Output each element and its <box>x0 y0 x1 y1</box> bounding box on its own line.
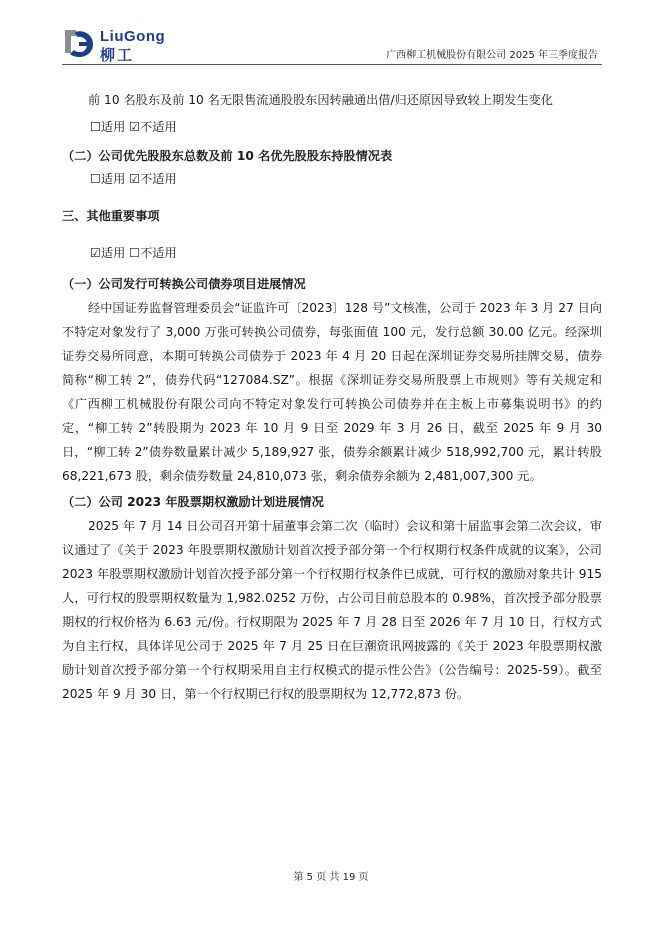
section-heading-preferred-shareholders: （二）公司优先股股东总数及前 10 名优先股股东持股情况表 <box>62 149 393 163</box>
applicability-option-1: ☐适用 ☑不适用 <box>90 120 177 134</box>
section-heading-stock-options: （二）公司 2023 年股票期权激励计划进展情况 <box>62 495 324 509</box>
header-divider <box>62 64 602 65</box>
applicability-option-3: ☑适用 ☐不适用 <box>90 246 177 260</box>
page-number: 第 5 页 共 19 页 <box>293 872 369 883</box>
paragraph-securities-lending: 前 10 名股东及前 10 名无限售流通股股东因转融通出借/归还原因导致较上期发生变化 <box>88 93 553 107</box>
page-header <box>62 26 602 66</box>
liugong-emblem-icon <box>62 26 96 60</box>
logo-chinese-name: 柳工 <box>100 46 135 64</box>
section-heading-other-matters: 三、其他重要事项 <box>62 209 160 223</box>
report-title: 广西柳工机械股份有限公司 2025 年三季度报告 <box>386 50 598 61</box>
logo-wordmark: LiuGong <box>100 28 166 45</box>
paragraph-convertible-bonds: 经中国证券监督管理委员会“证监许可〔2023〕128 号”文核准，公司于 2023 年 3 月 27 日向不特定对象发行了 3,000 万张可转换公司债券，每张面值 100 元，发行总额 30.00 亿元。经深圳证券交易所同意，本期可转换公司债券于 2023 年 4 月 20 日起在深圳证券交易所挂牌交易，债券简称“柳工转 2”，债券代码“127084.SZ”。根据《深圳证券交易所股票上市规则》等有关规定和《广西柳工机械股份有限公司向不特定对象发行可转换公司债券并在主板上市募集说明书》的约定，“柳工转 2”转股期为 2023 年 10 月 9 日至 2029 年 3 月 26 日，截至 2025 年 9 月 30 日，“柳工转 2”债券数量累计减少 5,189,927 张，债券余额累计减少 518,992,700 元，累计转股 68,221,673 股，剩余债券数量 24,810,073 张，剩余债券余额为 2,481,007,300 元。 <box>62 301 602 483</box>
paragraph-stock-options: 2025 年 7 月 14 日公司召开第十届董事会第二次（临时）会议和第十届监事会第二次会议，审议通过了《关于 2023 年股票期权激励计划首次授予部分第一个行权期行权条件成就的议案》，公司 2023 年股票期权激励计划首次授予部分第一个行权期行权条件已成就，可行权的激励对象共计 915 人，可行权的股票期权数量为 1,982.0252 万份，占公司目前总股本的 0.98%，首次授予部分股票期权的行权价格为 6.63 元/份。行权期限为 2025 年 7 月 28 日至 2026 年 7 月 10 日，行权方式为自主行权，具体详见公司于 2025 年 7 月 25 日在巨潮资讯网披露的《关于 2023 年股票期权激励计划首次授予部分第一个行权期采用自主行权模式的提示性公告》（公告编号：2025-59）。截至 2025 年 9 月 30 日，第一个行权期已行权的股票期权为 12,772,873 份。 <box>62 519 602 701</box>
liugong-logo <box>62 26 202 62</box>
section-heading-convertible-bonds: （一）公司发行可转换公司债券项目进展情况 <box>62 277 306 291</box>
applicability-option-2: ☐适用 ☑不适用 <box>90 172 177 186</box>
page-body <box>62 88 602 706</box>
